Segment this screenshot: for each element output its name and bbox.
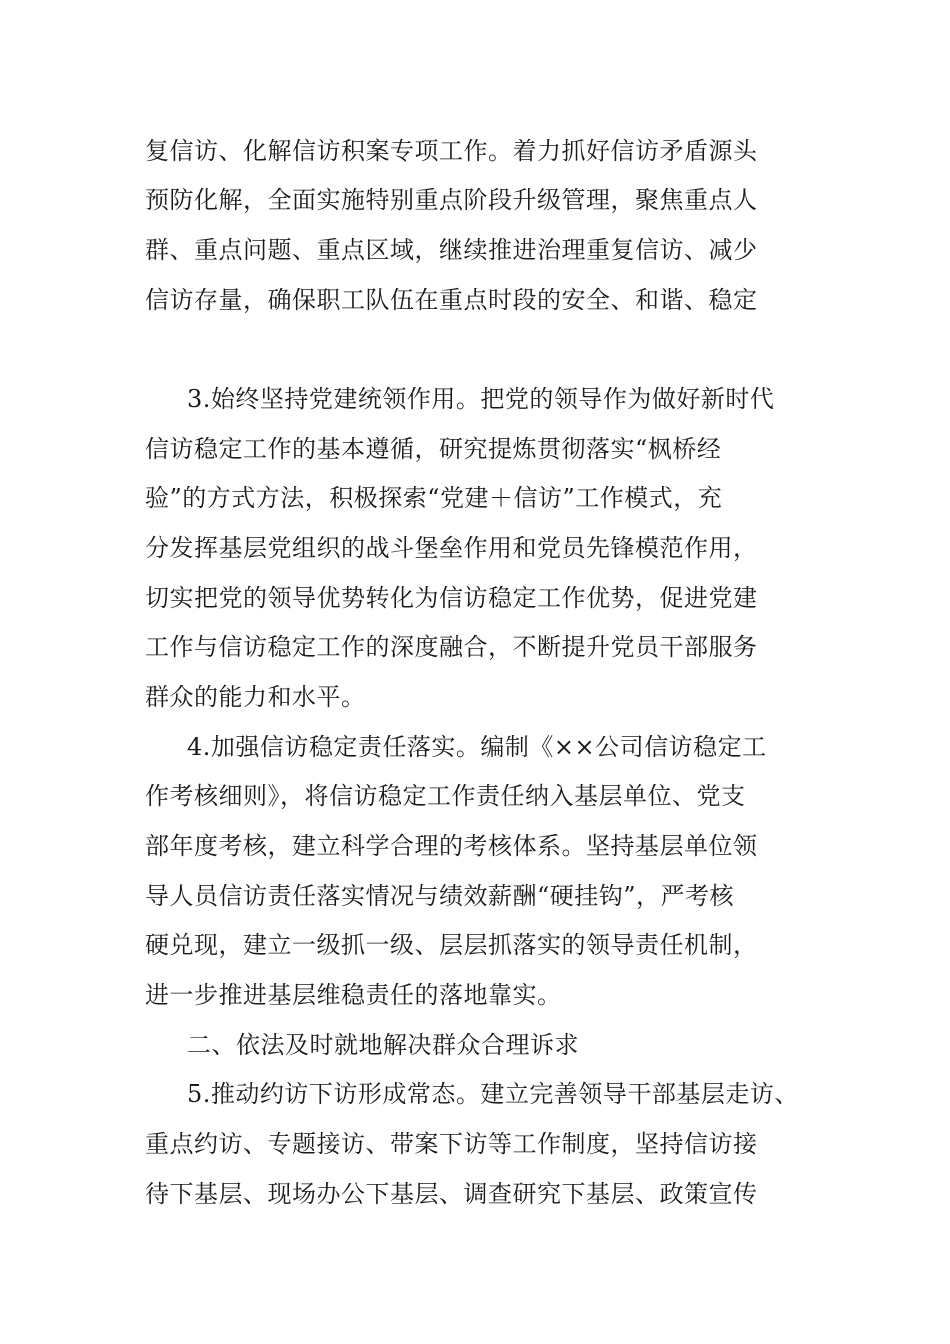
text-line: 重点约访、专题接访、带案下访等工作制度，坚持信访接 [145,1130,758,1158]
text-line: 工作与信访稳定工作的深度融合，不断提升党员干部服务 [145,633,758,661]
text-line: 导人员信访责任落实情况与绩效薪酬“硬挂钩”，严考核 [145,882,735,910]
text-line: 复信访、化解信访积案专项工作。着力抓好信访矛盾源头 [145,137,758,165]
section-heading: 二、依法及时就地解决群众合理诉求 [187,1031,579,1059]
text-line: 切实把党的领导优势转化为信访稳定工作优势，促进党建 [145,584,758,612]
text-line: 群众的能力和水平。 [145,683,366,711]
text-line: 进一步推进基层维稳责任的落地靠实。 [145,981,562,1009]
text-line: 群、重点问题、重点区域，继续推进治理重复信访、减少 [145,236,758,264]
text-line: 部年度考核，建立科学合理的考核体系。坚持基层单位领 [145,832,758,860]
paragraph-5-heading-line: 5.推动约访下访形成常态。建立完善领导干部基层走访、 [187,1080,799,1108]
text-line: 预防化解，全面实施特别重点阶段升级管理，聚焦重点人 [145,186,758,214]
text-line: 作考核细则》，将信访稳定工作责任纳入基层单位、党支 [145,782,746,810]
text-line: 分发挥基层党组织的战斗堡垒作用和党员先锋模范作用， [145,534,758,562]
text-line: 信访稳定工作的基本遵循，研究提炼贯彻落实“枫桥经 [145,435,722,463]
text-line: 信访存量，确保职工队伍在重点时段的安全、和谐、稳定 [145,286,758,314]
text-line: 验”的方式方法，积极探索“党建＋信访”工作模式，充 [145,484,723,512]
text-line: 待下基层、现场办公下基层、调查研究下基层、政策宣传 [145,1180,758,1208]
paragraph-3-heading-line: 3.始终坚持党建统领作用。把党的领导作为做好新时代 [187,385,775,413]
text-line: 硬兑现，建立一级抓一级、层层抓落实的领导责任机制， [145,931,758,959]
paragraph-4-heading-line: 4.加强信访稳定责任落实。编制《××公司信访稳定工 [187,733,767,761]
